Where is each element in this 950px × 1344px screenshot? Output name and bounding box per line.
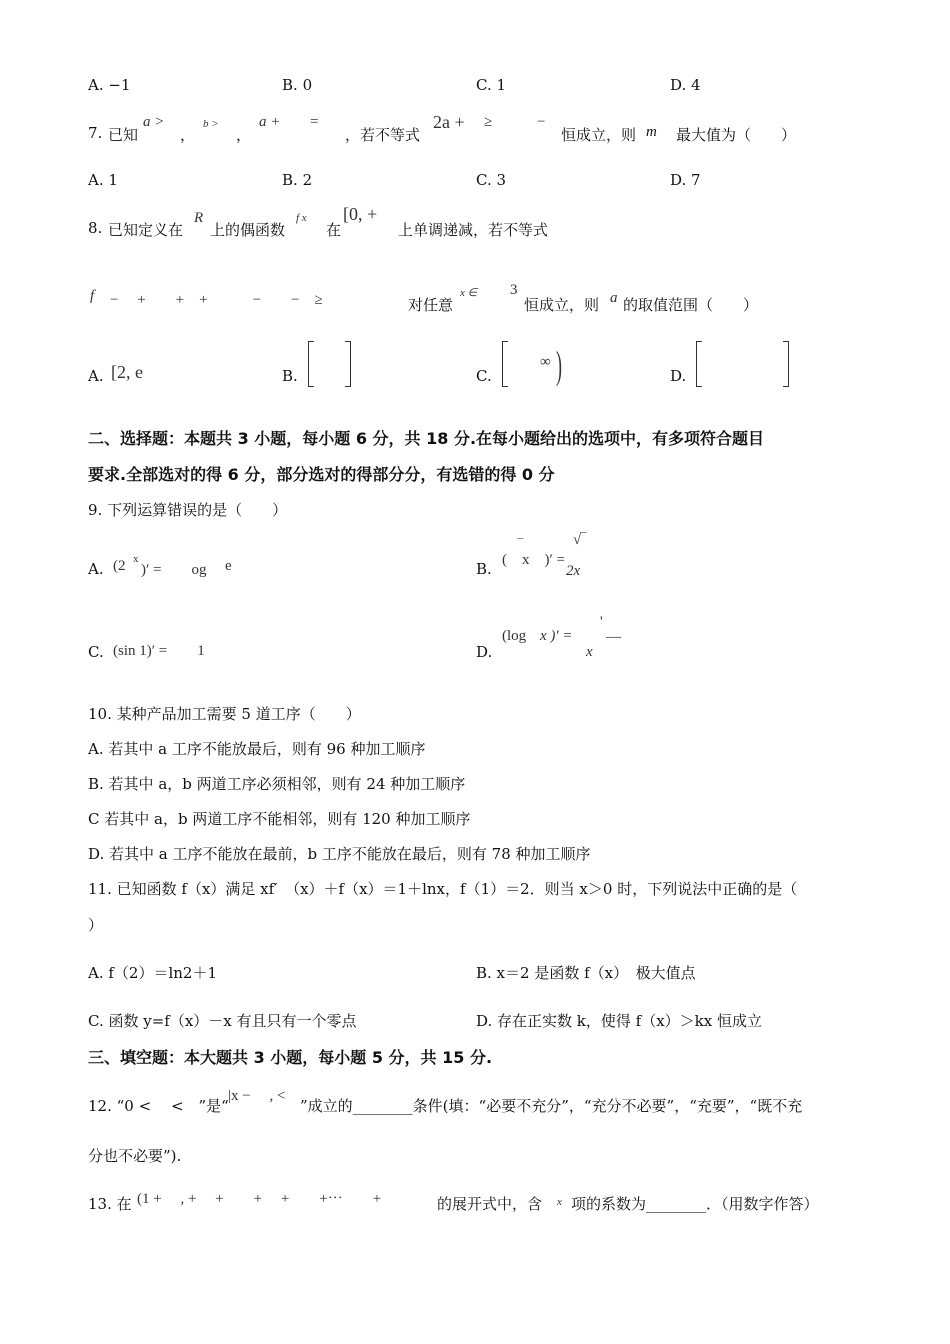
- section-2-heading-line-1: 二、选择题：本题共 3 小题，每小题 6 分，共 18 分.在每小题给出的选项中，有多项符合题目: [88, 429, 765, 448]
- q8-d-left-bracket: [696, 341, 702, 387]
- q9-d-prime-mark: ': [600, 614, 603, 630]
- question-11-stem-end: ）: [88, 916, 104, 934]
- q11-option-d: D. 存在正实数 k，使得 f（x）＞kx 恒成立: [476, 1012, 762, 1030]
- q9-d-fraction-bar: —: [606, 629, 621, 645]
- question-9-stem: 9. 下列运算错误的是（ ）: [88, 501, 288, 519]
- q11-option-c: C. 函数 y=f（x）－x 有且只有一个零点: [88, 1012, 357, 1030]
- question-11-stem: 11. 已知函数 f（x）满足 xf′ （x）＋f（x）＝1＋lnx，f（1）＝2．则当 x＞0 时，下列说法中正确的是（: [88, 880, 798, 898]
- q6-option-c: C. 1: [476, 76, 507, 94]
- question-12-line-2: 分也不必要”).: [88, 1147, 182, 1165]
- q7-option-b: B. 2: [282, 171, 313, 189]
- q10-option-c: C 若其中 a，b 两道工序不能相邻，则有 120 种加工顺序: [88, 810, 471, 828]
- q9-b-sqrt-icon: √‾: [573, 532, 587, 548]
- q8-b-right-bracket: [345, 341, 351, 387]
- q7-option-a: A. 1: [88, 171, 118, 189]
- section-3-heading: 三、填空题：本大题共 3 小题，每小题 5 分，共 15 分.: [88, 1048, 493, 1067]
- q6-option-b: B. 0: [282, 76, 313, 94]
- q10-option-b: B. 若其中 a，b 两道工序必须相邻，则有 24 种加工顺序: [88, 775, 466, 793]
- q8-c-left-bracket: [502, 341, 508, 387]
- q8-c-right-paren: ): [556, 343, 562, 387]
- section-2-heading-line-2: 要求.全部选对的得 6 分，部分选对的得部分分，有选错的得 0 分: [88, 465, 555, 484]
- q10-option-d: D. 若其中 a 工序不能放在最前，b 工序不能放在最后，则有 78 种加工顺序: [88, 845, 591, 863]
- q8-b-left-bracket: [308, 341, 314, 387]
- q6-option-d: D. 4: [670, 76, 701, 94]
- q11-option-b: B. x＝2 是函数 f（x） 极大值点: [476, 964, 696, 982]
- question-10-stem: 10. 某种产品加工需要 5 道工序（ ）: [88, 705, 361, 723]
- q6-option-a: A. −1: [88, 76, 131, 94]
- q7-option-c: C. 3: [476, 171, 507, 189]
- q7-option-d: D. 7: [670, 171, 701, 189]
- q8-d-right-bracket: [783, 341, 789, 387]
- q10-option-a: A. 若其中 a 工序不能放最后，则有 96 种加工顺序: [88, 740, 426, 758]
- q11-option-a: A. f（2）＝ln2＋1: [88, 964, 218, 982]
